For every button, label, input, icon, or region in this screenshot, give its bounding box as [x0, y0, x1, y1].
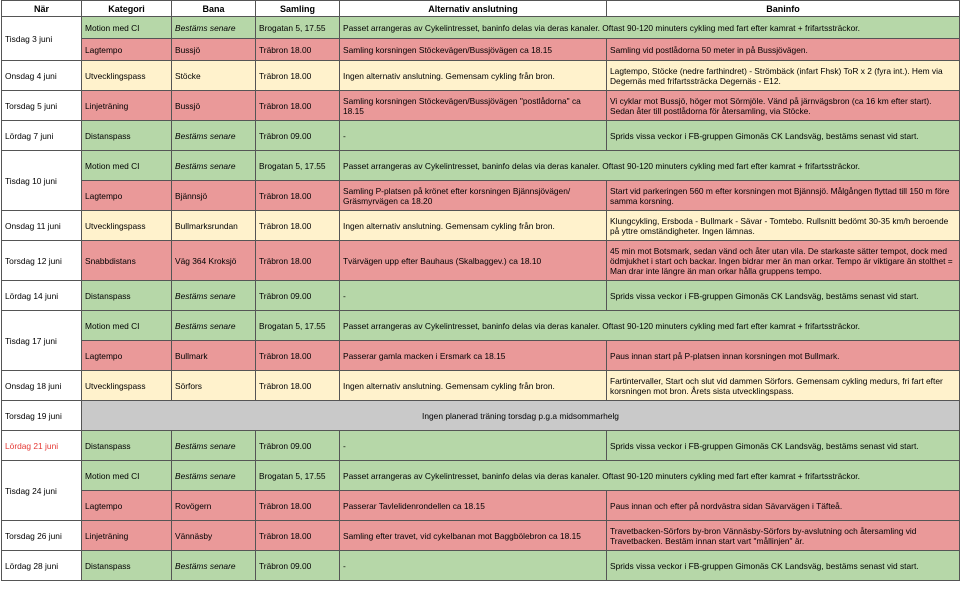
date-cell: Lördag 7 juni: [2, 121, 82, 151]
date-cell: Lördag 21 juni: [2, 431, 82, 461]
date-cell: Torsdag 12 juni: [2, 241, 82, 281]
date-cell: Onsdag 4 juni: [2, 61, 82, 91]
bana-cell: Rovögern: [172, 491, 256, 521]
baninfo-cell: Fartintervaller, Start och slut vid dammen Sörfors. Gemensam cykling medurs, fri fart efter korsningen mot bron. Årets sista utvecklingspass.: [607, 371, 960, 401]
bana-cell: Bestäms senare: [172, 431, 256, 461]
baninfo-cell: Sprids vissa veckor i FB-gruppen Gimonäs CK Landsväg, bestäms senast vid start.: [607, 281, 960, 311]
bana-cell: Bussjö: [172, 39, 256, 61]
date-cell: Tisdag 10 juni: [2, 151, 82, 211]
baninfo-cell: Vi cyklar mot Bussjö, höger mot Sörmjöle. Vänd på järnvägsbron (ca 16 km efter start). Sedan åter till postlådorna för återsamling, via Stöcke.: [607, 91, 960, 121]
bana-cell: Bestäms senare: [172, 551, 256, 581]
table-row: [2, 521, 960, 551]
no-training-note: Ingen planerad träning torsdag p.g.a midsommarhelg: [82, 401, 960, 431]
kategori-cell: Utvecklingspass: [82, 211, 172, 241]
alternativ-cell: Passet arrangeras av Cykelintresset, baninfo delas via deras kanaler. Oftast 90-120 minuters cykling med fart efter kamrat + frifartssträckor.: [340, 17, 960, 39]
kategori-cell: Motion med CI: [82, 461, 172, 491]
table-row: [2, 61, 960, 91]
alternativ-cell: -: [340, 551, 607, 581]
kategori-cell: Lagtempo: [82, 491, 172, 521]
kategori-cell: Snabbdistans: [82, 241, 172, 281]
table-row: [2, 461, 960, 491]
bana-cell: Bestäms senare: [172, 121, 256, 151]
header-baninfo: Baninfo: [607, 1, 960, 17]
baninfo-cell: Samling vid postlådorna 50 meter in på Bussjövägen.: [607, 39, 960, 61]
samling-cell: Träbron 09.00: [256, 431, 340, 461]
date-cell: Torsdag 26 juni: [2, 521, 82, 551]
samling-cell: Brogatan 5, 17.55: [256, 311, 340, 341]
alternativ-cell: Ingen alternativ anslutning. Gemensam cykling från bron.: [340, 61, 607, 91]
bana-cell: Bullmarksrundan: [172, 211, 256, 241]
baninfo-cell: Travetbacken-Sörfors by-bron Vännäsby-Sörfors by-avslutning och återsamling vid Travetbacken. Bestäm innan start vart "mållinjen" är.: [607, 521, 960, 551]
baninfo-cell: Sprids vissa veckor i FB-gruppen Gimonäs CK Landsväg, bestäms senast vid start.: [607, 431, 960, 461]
samling-cell: Träbron 18.00: [256, 491, 340, 521]
date-cell: Torsdag 5 juni: [2, 91, 82, 121]
samling-cell: Brogatan 5, 17.55: [256, 461, 340, 491]
header-bana: Bana: [172, 1, 256, 17]
baninfo-cell: Klungcykling, Ersboda - Bullmark - Sävar - Tomtebo. Rullsnitt bedömt 30-35 km/h beroende på yttre omständigheter. Ingen lämnas.: [607, 211, 960, 241]
kategori-cell: Distanspass: [82, 121, 172, 151]
date-cell: Onsdag 11 juni: [2, 211, 82, 241]
samling-cell: Träbron 18.00: [256, 211, 340, 241]
baninfo-cell: Sprids vissa veckor i FB-gruppen Gimonäs CK Landsväg, bestäms senast vid start.: [607, 121, 960, 151]
bana-cell: Bjännsjö: [172, 181, 256, 211]
table-row: [2, 39, 960, 61]
bana-cell: Sörfors: [172, 371, 256, 401]
bana-cell: Bullmark: [172, 341, 256, 371]
bana-cell: Stöcke: [172, 61, 256, 91]
baninfo-cell: Sprids vissa veckor i FB-gruppen Gimonäs CK Landsväg, bestäms senast vid start.: [607, 551, 960, 581]
table-row: [2, 341, 960, 371]
alternativ-cell: Passerar gamla macken i Ersmark ca 18.15: [340, 341, 607, 371]
kategori-cell: Utvecklingspass: [82, 61, 172, 91]
alternativ-cell: Tvärvägen upp efter Bauhaus (Skalbaggev.) ca 18.10: [340, 241, 607, 281]
alternativ-cell: Samling korsningen Stöckevägen/Bussjövägen "postlådorna" ca 18.15: [340, 91, 607, 121]
header-alternativ: Alternativ anslutning: [340, 1, 607, 17]
table-row: [2, 151, 960, 181]
samling-cell: Träbron 18.00: [256, 91, 340, 121]
alternativ-cell: -: [340, 281, 607, 311]
baninfo-cell: Paus innan och efter på nordvästra sidan Sävarvägen i Täfteå.: [607, 491, 960, 521]
kategori-cell: Linjeträning: [82, 521, 172, 551]
date-cell: Tisdag 3 juni: [2, 17, 82, 61]
kategori-cell: Linjeträning: [82, 91, 172, 121]
table-row: [2, 121, 960, 151]
baninfo-cell: Lagtempo, Stöcke (nedre farthindret) - Strömbäck (infart Fhsk) ToR x 2 (fyra int.). Hem via Degernäs med frifartssträcka Degernäs - E12.: [607, 61, 960, 91]
alternativ-cell: Passet arrangeras av Cykelintresset, baninfo delas via deras kanaler. Oftast 90-120 minuters cykling med fart efter kamrat + frifartssträckor.: [340, 311, 960, 341]
samling-cell: Träbron 18.00: [256, 521, 340, 551]
baninfo-cell: Start vid parkeringen 560 m efter korsningen mot Bjännsjö. Målgången flyttad till 150 m före samma korsning.: [607, 181, 960, 211]
baninfo-cell: Paus innan start på P-platsen innan korsningen mot Bullmark.: [607, 341, 960, 371]
header-samling: Samling: [256, 1, 340, 17]
baninfo-cell: 45 min mot Botsmark, sedan vänd och åter utan vila. De starkaste sätter tempot, dock med ödmjukhet i start och backar. Ingen bidrar mer än man orkar. Tempo är viktigare än stolthet = Man drar inte längre än man orkar hålla gruppens tempo.: [607, 241, 960, 281]
bana-cell: Bestäms senare: [172, 461, 256, 491]
header-kategori: Kategori: [82, 1, 172, 17]
samling-cell: Träbron 09.00: [256, 121, 340, 151]
alternativ-cell: Passet arrangeras av Cykelintresset, baninfo delas via deras kanaler. Oftast 90-120 minuters cykling med fart efter kamrat + frifartssträckor.: [340, 151, 960, 181]
samling-cell: Träbron 18.00: [256, 39, 340, 61]
bana-cell: Bussjö: [172, 91, 256, 121]
kategori-cell: Distanspass: [82, 281, 172, 311]
date-cell: Tisdag 17 juni: [2, 311, 82, 371]
kategori-cell: Lagtempo: [82, 181, 172, 211]
table-row: [2, 431, 960, 461]
kategori-cell: Lagtempo: [82, 39, 172, 61]
kategori-cell: Motion med CI: [82, 17, 172, 39]
kategori-cell: Distanspass: [82, 431, 172, 461]
kategori-cell: Distanspass: [82, 551, 172, 581]
alternativ-cell: Passerar Tavlelidenrondellen ca 18.15: [340, 491, 607, 521]
kategori-cell: Utvecklingspass: [82, 371, 172, 401]
alternativ-cell: Passet arrangeras av Cykelintresset, baninfo delas via deras kanaler. Oftast 90-120 minuters cykling med fart efter kamrat + frifartssträckor.: [340, 461, 960, 491]
samling-cell: Träbron 18.00: [256, 371, 340, 401]
table-row: [2, 281, 960, 311]
bana-cell: Väg 364 Kroksjö: [172, 241, 256, 281]
table-row: [2, 551, 960, 581]
kategori-cell: Motion med CI: [82, 151, 172, 181]
table-row: [2, 91, 960, 121]
training-schedule-table: [1, 0, 960, 581]
samling-cell: Träbron 18.00: [256, 241, 340, 281]
alternativ-cell: Ingen alternativ anslutning. Gemensam cykling från bron.: [340, 371, 607, 401]
table-row: [2, 491, 960, 521]
header-nar: När: [2, 1, 82, 17]
date-cell: Lördag 14 juni: [2, 281, 82, 311]
alternativ-cell: Samling efter travet, vid cykelbanan mot Baggbölebron ca 18.15: [340, 521, 607, 551]
table-row: [2, 181, 960, 211]
bana-cell: Vännäsby: [172, 521, 256, 551]
kategori-cell: Motion med CI: [82, 311, 172, 341]
date-cell: Lördag 28 juni: [2, 551, 82, 581]
alternativ-cell: Samling P-platsen på krönet efter korsningen Bjännsjövägen/ Gräsmyrvägen ca 18.20: [340, 181, 607, 211]
table-row: [2, 17, 960, 39]
date-cell: Torsdag 19 juni: [2, 401, 82, 431]
table-row: [2, 241, 960, 281]
samling-cell: Träbron 18.00: [256, 341, 340, 371]
samling-cell: Träbron 18.00: [256, 181, 340, 211]
samling-cell: Träbron 09.00: [256, 281, 340, 311]
samling-cell: Träbron 18.00: [256, 61, 340, 91]
header-row: [2, 1, 960, 17]
bana-cell: Bestäms senare: [172, 17, 256, 39]
bana-cell: Bestäms senare: [172, 281, 256, 311]
date-cell: Onsdag 18 juni: [2, 371, 82, 401]
alternativ-cell: -: [340, 121, 607, 151]
kategori-cell: Lagtempo: [82, 341, 172, 371]
table-row: [2, 211, 960, 241]
samling-cell: Brogatan 5, 17.55: [256, 151, 340, 181]
table-row: [2, 311, 960, 341]
bana-cell: Bestäms senare: [172, 151, 256, 181]
samling-cell: Träbron 09.00: [256, 551, 340, 581]
bana-cell: Bestäms senare: [172, 311, 256, 341]
alternativ-cell: -: [340, 431, 607, 461]
table-row: [2, 401, 960, 431]
alternativ-cell: Samling korsningen Stöckevägen/Bussjövägen ca 18.15: [340, 39, 607, 61]
table-row: [2, 371, 960, 401]
samling-cell: Brogatan 5, 17.55: [256, 17, 340, 39]
date-cell: Tisdag 24 juni: [2, 461, 82, 521]
alternativ-cell: Ingen alternativ anslutning. Gemensam cykling från bron.: [340, 211, 607, 241]
